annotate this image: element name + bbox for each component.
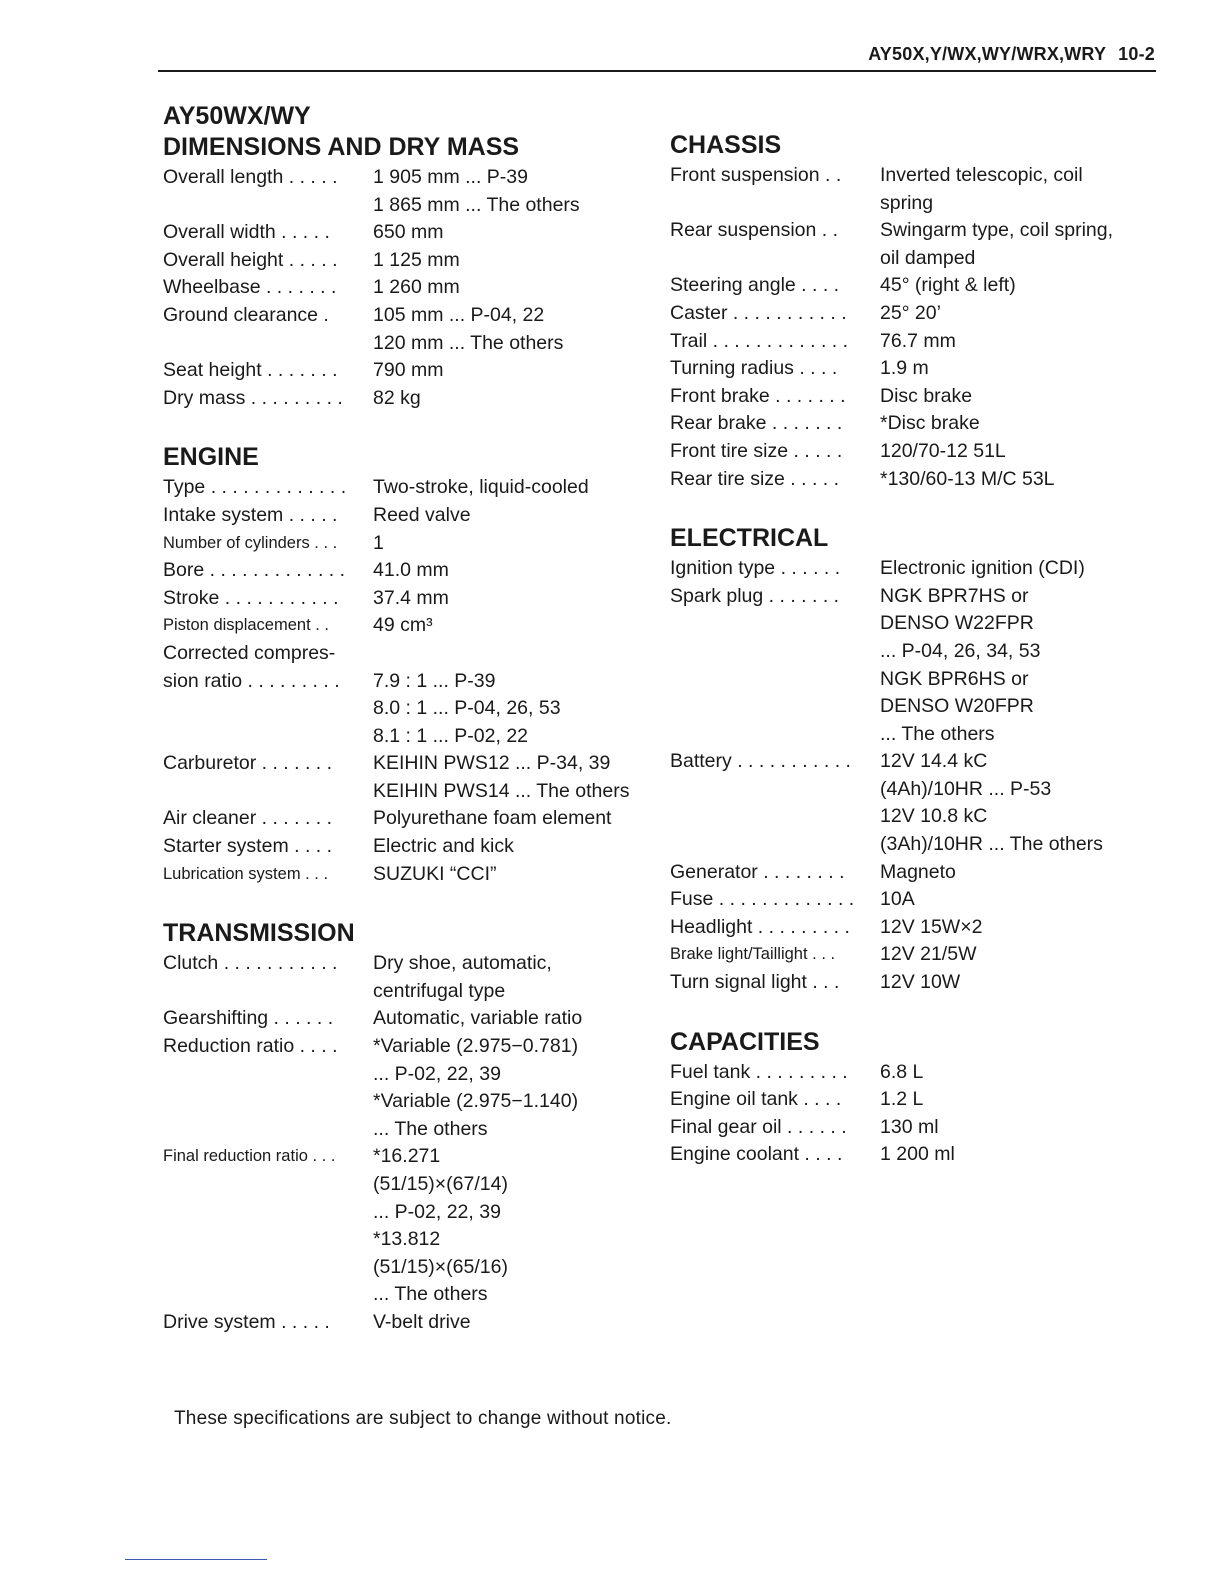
spec-row — [670, 1141, 1170, 1169]
spec-label: Final reduction ratio . . . — [163, 1147, 336, 1166]
spec-row — [163, 750, 663, 805]
spec-label: Intake system . . . . . — [163, 503, 338, 526]
spec-value — [373, 585, 663, 613]
spec-row — [163, 1033, 663, 1143]
spec-value — [880, 300, 1170, 328]
spec-value — [880, 355, 1170, 383]
spec-value-line: DENSO W22FPR — [880, 612, 1034, 635]
page-header — [700, 44, 1155, 65]
spec-row — [670, 272, 1170, 300]
spec-label: Engine coolant . . . . — [670, 1143, 843, 1166]
spec-label: Battery . . . . . . . . . . . — [670, 750, 851, 773]
spec-label: sion ratio . . . . . . . . . — [163, 669, 340, 692]
spec-row — [670, 1114, 1170, 1142]
spec-value-line: Polyurethane foam element — [373, 807, 612, 830]
spec-label: Rear tire size . . . . . — [670, 467, 840, 490]
spec-label: Starter system . . . . — [163, 835, 333, 858]
spec-value-line: 8.0 : 1 ... P-04, 26, 53 — [373, 697, 561, 720]
section-chassis — [670, 130, 1170, 493]
spec-value-line: ... P-02, 22, 39 — [373, 1200, 501, 1223]
model-title: AY50WX/WY — [163, 102, 311, 130]
spec-value-line: 1 865 mm ... The others — [373, 193, 580, 216]
spec-value-line: DENSO W20FPR — [880, 695, 1034, 718]
spec-value-line: *13.812 — [373, 1228, 441, 1251]
spec-value-line: KEIHIN PWS14 ... The others — [373, 779, 630, 802]
spec-label: Overall length . . . . . — [163, 166, 338, 188]
spec-value-line: 1 200 ml — [880, 1143, 955, 1166]
spec-label: Final gear oil . . . . . . — [670, 1115, 847, 1138]
spec-value — [373, 247, 663, 275]
spec-value — [373, 274, 663, 302]
spec-value — [373, 385, 663, 413]
spec-row — [670, 941, 1170, 969]
spec-value-line: 12V 21/5W — [880, 943, 977, 966]
spec-value-line: 120/70-12 51L — [880, 439, 1006, 462]
spec-value-line: ... P-02, 22, 39 — [373, 1062, 501, 1085]
spec-value — [880, 555, 1170, 583]
spec-value — [880, 410, 1170, 438]
footer-note: These specifications are subject to change without notice. — [174, 1408, 672, 1429]
spec-label: Trail . . . . . . . . . . . . . — [670, 329, 849, 352]
spec-value-line: (51/15)×(65/16) — [373, 1255, 508, 1278]
spec-value — [373, 750, 663, 805]
spec-value — [880, 438, 1170, 466]
spec-value — [880, 941, 1170, 969]
spec-value-line: 45° (right & left) — [880, 274, 1016, 297]
spec-row — [670, 466, 1170, 494]
spec-value — [880, 886, 1170, 914]
spec-value-line: Two-stroke, liquid-cooled — [373, 476, 589, 499]
spec-row — [163, 502, 663, 530]
spec-value — [880, 162, 1170, 217]
spec-row — [163, 1005, 663, 1033]
spec-label: Number of cylinders . . . — [163, 533, 338, 552]
spec-label: Reduction ratio . . . . — [163, 1035, 338, 1058]
spec-value-line: 1.9 m — [880, 357, 929, 380]
spec-label: Air cleaner . . . . . . . — [163, 807, 333, 830]
spec-row — [670, 410, 1170, 438]
spec-label: Ground clearance . — [163, 303, 329, 326]
spec-row — [163, 668, 663, 751]
spec-label: Fuel tank . . . . . . . . . — [670, 1060, 848, 1083]
spec-row — [163, 612, 663, 640]
section-title: TRANSMISSION — [163, 919, 355, 948]
spec-value-line: 37.4 mm — [373, 586, 449, 609]
spec-value — [373, 1005, 663, 1033]
spec-row — [670, 300, 1170, 328]
spec-value-line: Disc brake — [880, 384, 973, 407]
spec-value — [373, 557, 663, 585]
spec-value — [373, 1143, 663, 1309]
spec-row — [670, 886, 1170, 914]
spec-label: Generator . . . . . . . . — [670, 860, 845, 883]
spec-label: Clutch . . . . . . . . . . . — [163, 952, 338, 975]
spec-row — [670, 583, 1170, 749]
spec-row — [670, 859, 1170, 887]
spec-row — [670, 217, 1170, 272]
spec-label: Carburetor . . . . . . . — [163, 752, 333, 775]
spec-value — [880, 328, 1170, 356]
section-engine — [163, 442, 663, 888]
section-transmission — [163, 918, 663, 1336]
spec-row — [163, 385, 663, 413]
spec-row — [163, 805, 663, 833]
spec-value-line: 25° 20’ — [880, 301, 941, 324]
spec-value — [373, 612, 663, 640]
spec-value-line: (3Ah)/10HR ... The others — [880, 833, 1103, 856]
spec-value — [880, 914, 1170, 942]
spec-value — [373, 1033, 663, 1143]
spec-value — [880, 969, 1170, 997]
spec-label: Turn signal light . . . — [670, 971, 840, 994]
spec-row — [670, 914, 1170, 942]
spec-label: Front brake . . . . . . . — [670, 384, 846, 407]
spec-value-line: oil damped — [880, 246, 976, 269]
spec-row — [163, 274, 663, 302]
spec-row — [670, 355, 1170, 383]
spec-value-line: 12V 15W×2 — [880, 915, 983, 938]
spec-value-line: 12V 10.8 kC — [880, 805, 988, 828]
section-title: ENGINE — [163, 443, 259, 472]
spec-label: Stroke . . . . . . . . . . . — [163, 586, 339, 609]
spec-label: Overall height . . . . . — [163, 248, 338, 271]
spec-row — [163, 1309, 663, 1337]
spec-value — [373, 950, 663, 1005]
spec-value — [880, 1086, 1170, 1114]
spec-row — [670, 748, 1170, 858]
spec-value-line: *Variable (2.975−1.140) — [373, 1090, 579, 1113]
spec-label: Overall width . . . . . — [163, 221, 330, 244]
spec-value — [373, 357, 663, 385]
spec-value-line: V-belt drive — [373, 1310, 471, 1333]
spec-label: Fuse . . . . . . . . . . . . . — [670, 888, 855, 911]
spec-value-line: NGK BPR6HS or — [880, 667, 1029, 690]
spec-label: Dry mass . . . . . . . . . — [163, 386, 343, 409]
spec-row — [163, 474, 663, 502]
spec-value — [373, 640, 663, 668]
spec-row — [670, 383, 1170, 411]
spec-row — [163, 247, 663, 275]
section-dimensions-and-dry-mass — [163, 132, 663, 412]
spec-value-line: NGK BPR7HS or — [880, 584, 1029, 607]
spec-value — [373, 219, 663, 247]
spec-value — [880, 272, 1170, 300]
spec-row — [163, 833, 663, 861]
spec-label: Rear suspension . . — [670, 219, 839, 242]
spec-label: Rear brake . . . . . . . — [670, 412, 843, 435]
spec-value — [880, 1114, 1170, 1142]
spec-value — [373, 1309, 663, 1337]
spec-value — [373, 833, 663, 861]
spec-label: Headlight . . . . . . . . . — [670, 915, 850, 938]
spec-value-line: 12V 14.4 kC — [880, 750, 988, 773]
spec-row — [670, 328, 1170, 356]
spec-value-line: Reed valve — [373, 503, 471, 526]
spec-value-line: 10A — [880, 888, 915, 911]
spec-value — [373, 668, 663, 751]
spec-label: Gearshifting . . . . . . — [163, 1007, 334, 1030]
spec-value-line — [373, 640, 663, 668]
spec-label: Piston displacement . . — [163, 616, 329, 635]
spec-row — [163, 357, 663, 385]
spec-row — [163, 530, 663, 558]
spec-label: Front tire size . . . . . — [670, 439, 843, 462]
spec-label: Brake light/Taillight . . . — [670, 945, 836, 964]
spec-row — [163, 585, 663, 613]
spec-value — [880, 383, 1170, 411]
spec-value — [880, 1059, 1170, 1087]
spec-value-line: 82 kg — [373, 386, 421, 409]
spec-value-line: 6.8 L — [880, 1060, 924, 1083]
spec-value — [373, 861, 663, 889]
spec-value-line: 130 ml — [880, 1115, 939, 1138]
spec-row — [163, 861, 663, 889]
spec-value — [373, 502, 663, 530]
spec-value — [880, 466, 1170, 494]
spec-label: Spark plug . . . . . . . — [670, 584, 840, 607]
spec-label: Drive system . . . . . — [163, 1310, 330, 1333]
spec-label: Lubrication system . . . — [163, 864, 329, 883]
spec-value-line: (51/15)×(67/14) — [373, 1173, 508, 1195]
spec-value-line: *16.271 — [373, 1145, 441, 1168]
spec-value-line: SUZUKI “CCI” — [373, 862, 497, 885]
spec-value-line: *Disc brake — [880, 412, 980, 435]
spec-value-line: Magneto — [880, 860, 956, 883]
spec-value — [373, 164, 663, 219]
spec-label: Seat height . . . . . . . — [163, 359, 338, 382]
spec-value-line: 49 cm³ — [373, 614, 433, 637]
section-title: CHASSIS — [670, 131, 782, 159]
spec-value — [880, 217, 1170, 272]
spec-row — [163, 302, 663, 357]
spec-value-line: ... The others — [880, 722, 995, 745]
spec-label: Engine oil tank . . . . — [670, 1088, 842, 1111]
spec-value-line: 41.0 mm — [373, 559, 449, 582]
spec-value — [373, 474, 663, 502]
spec-value-line: 1 905 mm ... P-39 — [373, 166, 528, 188]
spec-row — [670, 438, 1170, 466]
spec-row — [163, 950, 663, 1005]
spec-value-line: (4Ah)/10HR ... P-53 — [880, 777, 1052, 800]
spec-value-line: 120 mm ... The others — [373, 331, 564, 354]
spec-value-line: 1 260 mm — [373, 276, 460, 299]
spec-value-line: 76.7 mm — [880, 329, 956, 352]
spec-value-line: Inverted telescopic, coil — [880, 164, 1083, 186]
spec-row — [163, 640, 663, 668]
spec-label: Front suspension . . — [670, 164, 842, 186]
header-title: AY50X,Y/WX,WY/WRX,WRY — [868, 44, 1107, 64]
right-column — [670, 130, 1170, 1199]
spec-value-line: Dry shoe, automatic, — [373, 952, 552, 975]
spec-row — [163, 219, 663, 247]
spec-value — [880, 1141, 1170, 1169]
spec-row — [670, 162, 1170, 217]
spec-label: Bore . . . . . . . . . . . . . — [163, 559, 346, 582]
page-number: 10-2 — [1118, 44, 1155, 64]
spec-row — [163, 164, 663, 219]
spec-label: Turning radius . . . . — [670, 357, 838, 380]
spec-value — [880, 748, 1170, 858]
spec-value — [880, 859, 1170, 887]
spec-value-line: Electronic ignition (CDI) — [880, 557, 1085, 580]
spec-label: Wheelbase . . . . . . . — [163, 276, 337, 299]
spec-value-line: Electric and kick — [373, 835, 514, 858]
spec-value-line: 650 mm — [373, 221, 444, 244]
spec-value-line: KEIHIN PWS12 ... P-34, 39 — [373, 752, 611, 775]
spec-row — [670, 969, 1170, 997]
section-electrical — [670, 523, 1170, 997]
section-title: ELECTRICAL — [670, 524, 829, 553]
spec-value-line: 12V 10W — [880, 971, 961, 994]
spec-value-line: ... The others — [373, 1117, 488, 1140]
section-capacities — [670, 1027, 1170, 1169]
section-title: CAPACITIES — [670, 1027, 820, 1056]
spec-label: Corrected compres- — [163, 641, 336, 664]
spec-value — [880, 583, 1170, 749]
spec-row — [163, 557, 663, 585]
spec-row — [670, 1086, 1170, 1114]
spec-row — [670, 1059, 1170, 1087]
spec-label: Ignition type . . . . . . — [670, 557, 841, 580]
left-column — [163, 100, 663, 1367]
spec-value — [373, 302, 663, 357]
spec-row — [670, 555, 1170, 583]
spec-value-line: 8.1 : 1 ... P-02, 22 — [373, 724, 529, 747]
spec-label: Steering angle . . . . — [670, 274, 840, 297]
header-rule — [158, 70, 1156, 72]
spec-label: Type . . . . . . . . . . . . . — [163, 476, 347, 499]
section-title: DIMENSIONS AND DRY MASS — [163, 133, 520, 161]
spec-label: Caster . . . . . . . . . . . — [670, 301, 847, 324]
footer-divider — [125, 1559, 267, 1560]
spec-value-line: Automatic, variable ratio — [373, 1007, 583, 1030]
spec-value-line: 1.2 L — [880, 1088, 924, 1111]
spec-value — [373, 530, 663, 558]
spec-value-line: spring — [880, 191, 934, 214]
spec-value-line: 1 125 mm — [373, 248, 460, 271]
spec-value-line: *Variable (2.975−0.781) — [373, 1035, 579, 1058]
spec-value-line: 1 — [373, 531, 384, 554]
spec-value-line: Swingarm type, coil spring, — [880, 219, 1114, 242]
spec-value-line: 105 mm ... P-04, 22 — [373, 303, 545, 326]
spec-value-line: ... P-04, 26, 34, 53 — [880, 639, 1041, 662]
spec-value-line: 7.9 : 1 ... P-39 — [373, 669, 496, 692]
spec-value-line: 790 mm — [373, 359, 444, 382]
spec-value-line: ... The others — [373, 1283, 488, 1306]
spec-value — [373, 805, 663, 833]
spec-row — [163, 1143, 663, 1309]
spec-value-line: *130/60-13 M/C 53L — [880, 467, 1055, 490]
spec-value-line: centrifugal type — [373, 979, 506, 1002]
